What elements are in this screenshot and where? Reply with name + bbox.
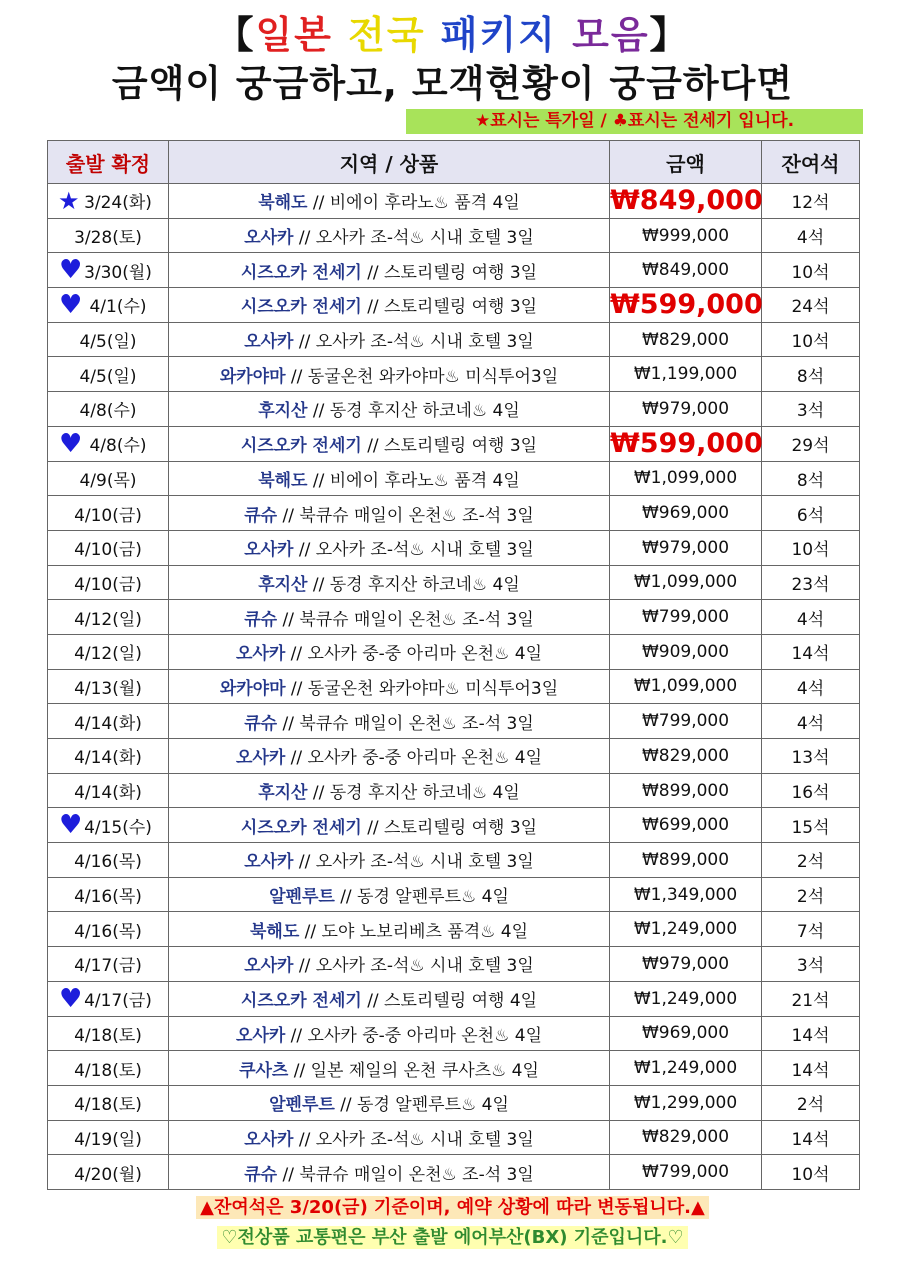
departure-date: 4/1(수) [89,297,147,318]
product-name: // 북큐슈 매일이 온천♨ 조-석 3일 [277,609,534,630]
table-row [48,184,860,219]
seats-cell: 10석 [762,1155,860,1190]
price-cell [610,1016,762,1051]
departure-cell [48,218,169,253]
special-price: ₩599,000 [610,428,763,460]
price: ₩1,099,000 [633,468,738,489]
departure-date: 4/16(목) [74,887,142,908]
table-row [48,808,860,843]
region-name: 오사카 [236,748,286,769]
departure-date: 4/16(목) [74,852,142,873]
departure-cell [48,530,169,565]
special-price: ₩599,000 [610,289,763,321]
table-row [48,1016,860,1051]
region-name: 오사카 [244,852,294,873]
product-cell [169,392,610,427]
table-row [48,947,860,982]
price-cell [610,843,762,878]
seats-cell: 14석 [762,1120,860,1155]
price: ₩1,249,000 [633,988,738,1009]
departure-date: 4/14(화) [74,783,142,804]
seats-cell: 24석 [762,288,860,323]
product-cell [169,357,610,392]
price: ₩1,349,000 [633,884,738,905]
product-name: // 스토리텔링 여행 4일 [361,991,538,1012]
departure-date: 4/14(화) [74,748,142,769]
departure-cell [48,739,169,774]
departure-date: 4/8(수) [79,401,137,422]
departure-date: 4/10(금) [74,540,142,561]
table-row [48,565,860,600]
seats-cell: 10석 [762,322,860,357]
price-cell [610,669,762,704]
product-cell [169,600,610,635]
heart-icon: ♥ [59,428,83,459]
product-name: // 도야 노보리베츠 품격♨ 4일 [299,921,529,942]
price-cell [610,877,762,912]
region-name: 북해도 [249,921,300,942]
product-cell [169,253,610,288]
title-word-3: 패키지 [440,13,557,57]
table-row [48,704,860,739]
product-cell [169,843,610,878]
table-row [48,253,860,288]
price: ₩979,000 [641,398,730,419]
table-row [48,288,860,323]
price-cell [610,461,762,496]
product-name: // 오사카 조-석♨ 시내 호텔 3일 [293,540,534,561]
region-name: 오사카 [244,1129,294,1150]
region-name: 큐슈 [244,1164,278,1185]
price-cell [610,981,762,1016]
seats-cell: 13석 [762,739,860,774]
departure-date: 4/5(일) [79,366,137,387]
price-cell [610,565,762,600]
heart-icon: ♥ [59,983,83,1014]
price: ₩1,249,000 [633,919,738,940]
header-departure: 출발 확정 [48,141,169,184]
departure-date: 4/14(화) [74,713,142,734]
price-cell [610,288,762,323]
price: ₩829,000 [641,329,730,350]
seats-cell: 8석 [762,461,860,496]
price-cell [610,1120,762,1155]
region-name: 북해도 [258,470,308,491]
price: ₩699,000 [641,815,730,836]
price: ₩979,000 [641,953,730,974]
product-name: // 오사카 조-석♨ 시내 호텔 3일 [293,852,534,873]
region-name: 와카야마 [219,678,286,699]
price: ₩1,299,000 [633,1092,738,1113]
price: ₩799,000 [641,1162,730,1183]
departure-date: 4/12(일) [74,609,142,630]
departure-cell [48,288,169,323]
product-cell [169,704,610,739]
seats-cell: 10석 [762,530,860,565]
seats-cell: 4석 [762,218,860,253]
product-name: // 오사카 조-석♨ 시내 호텔 3일 [293,1129,534,1150]
price-cell [610,739,762,774]
price-cell [610,808,762,843]
table-row [48,1051,860,1086]
seats-cell: 15석 [762,808,860,843]
heart-icon: ♥ [59,289,83,320]
seat-notice [0,1196,905,1220]
product-name: // 비에이 후라노♨ 품격 4일 [307,193,520,214]
region-name: 오사카 [244,540,294,561]
title-word-2: 전국 [348,13,426,57]
product-name: // 오사카 중-중 아리마 온천♨ 4일 [285,644,542,665]
seats-cell: 4석 [762,600,860,635]
product-name: // 동경 후지산 하코네♨ 4일 [307,783,520,804]
departure-cell [48,184,169,219]
seats-cell: 4석 [762,704,860,739]
region-name: 후지산 [258,783,308,804]
departure-date: 3/30(월) [84,262,152,283]
product-name: // 동경 알펜루트♨ 4일 [334,887,509,908]
product-name: // 스토리텔링 여행 3일 [361,297,538,318]
price-cell [610,912,762,947]
price-cell [610,773,762,808]
price-cell [610,1085,762,1120]
price-cell [610,1051,762,1086]
price: ₩799,000 [641,711,730,732]
table-row [48,773,860,808]
product-cell [169,218,610,253]
departure-date: 4/10(금) [74,505,142,526]
departure-cell [48,947,169,982]
product-cell [169,981,610,1016]
price-cell [610,357,762,392]
product-cell [169,1016,610,1051]
departure-cell [48,1120,169,1155]
seats-cell: 23석 [762,565,860,600]
product-cell [169,496,610,531]
product-name: // 비에이 후라노♨ 품격 4일 [307,470,520,491]
header-price: 금액 [610,141,762,184]
seats-cell: 12석 [762,184,860,219]
departure-cell [48,704,169,739]
price: ₩909,000 [641,641,730,662]
header-product: 지역 / 상품 [169,141,610,184]
product-cell [169,184,610,219]
price-cell [610,496,762,531]
seats-cell: 16석 [762,773,860,808]
price-cell [610,634,762,669]
product-name: // 오사카 중-중 아리마 온천♨ 4일 [285,1025,542,1046]
departure-cell [48,1016,169,1051]
page-title [0,12,905,58]
table-body [48,184,860,1190]
price: ₩1,199,000 [633,364,738,385]
region-name: 오사카 [244,332,294,353]
table-row [48,843,860,878]
product-cell [169,947,610,982]
region-name: 오사카 [244,956,294,977]
region-name: 큐슈 [244,713,278,734]
product-cell [169,426,610,461]
price: ₩999,000 [641,225,730,246]
departure-date: 4/18(토) [74,1095,142,1116]
title-open-bracket: 【 [215,13,256,57]
transport-notice [0,1226,905,1250]
price: ₩969,000 [641,1023,730,1044]
product-cell [169,461,610,496]
price: ₩849,000 [641,260,730,281]
product-cell [169,773,610,808]
table-row [48,600,860,635]
departure-cell [48,877,169,912]
seats-cell: 21석 [762,981,860,1016]
region-name: 시즈오카 전세기 [240,991,362,1012]
departure-cell [48,461,169,496]
table-row [48,981,860,1016]
departure-date: 4/18(토) [74,1025,142,1046]
heart-icon: ♥ [59,810,83,841]
seats-cell: 6석 [762,496,860,531]
seats-cell: 14석 [762,634,860,669]
departure-cell [48,426,169,461]
departure-date: 4/16(목) [74,921,142,942]
departure-cell [48,773,169,808]
departure-date: 4/18(토) [74,1060,142,1081]
table-row [48,530,860,565]
product-cell [169,669,610,704]
product-cell [169,1120,610,1155]
departure-cell [48,808,169,843]
product-name: // 동경 후지산 하코네♨ 4일 [307,401,520,422]
departure-cell [48,669,169,704]
price-cell [610,184,762,219]
departure-date: 4/10(금) [74,574,142,595]
departure-cell [48,843,169,878]
price: ₩829,000 [641,745,730,766]
star-icon: ★ [58,186,80,215]
header-seats: 잔여석 [762,141,860,184]
product-name: // 오사카 중-중 아리마 온천♨ 4일 [285,748,542,769]
product-name: // 북큐슈 매일이 온천♨ 조-석 3일 [277,713,534,734]
table-row [48,739,860,774]
title-word-1: 일본 [255,13,333,57]
product-name: // 일본 제일의 온천 쿠사츠♨ 4일 [288,1060,539,1081]
product-name: // 스토리텔링 여행 3일 [361,262,538,283]
product-name: // 동굴온천 와카야마♨ 미식투어3일 [285,678,559,699]
seats-cell: 3석 [762,392,860,427]
product-cell [169,1155,610,1190]
table-row [48,669,860,704]
special-price: ₩849,000 [610,185,763,217]
price: ₩1,099,000 [633,676,738,697]
seats-cell: 10석 [762,253,860,288]
price: ₩899,000 [641,780,730,801]
price: ₩799,000 [641,607,730,628]
departure-date: 4/9(목) [79,470,137,491]
table-row [48,426,860,461]
region-name: 오사카 [244,228,294,249]
price-cell [610,322,762,357]
table-row [48,1085,860,1120]
departure-cell [48,392,169,427]
product-cell [169,808,610,843]
departure-cell [48,322,169,357]
region-name: 오사카 [236,1025,286,1046]
product-cell [169,912,610,947]
departure-date: 4/19(일) [74,1129,142,1150]
title-close-bracket: 】 [649,13,690,57]
departure-date: 4/13(월) [74,678,142,699]
table-row [48,357,860,392]
departure-date: 4/8(수) [89,436,147,457]
price-cell [610,704,762,739]
product-cell [169,877,610,912]
seats-cell: 14석 [762,1051,860,1086]
seats-cell: 2석 [762,843,860,878]
departure-cell [48,1051,169,1086]
region-name: 시즈오카 전세기 [240,436,362,457]
departure-date: 4/15(수) [84,817,152,838]
departure-cell [48,357,169,392]
product-name: // 스토리텔링 여행 3일 [361,817,538,838]
region-name: 알펜루트 [269,1095,335,1116]
product-cell [169,565,610,600]
price-cell [610,600,762,635]
price-cell [610,253,762,288]
region-name: 알펜루트 [269,887,335,908]
table-row [48,322,860,357]
seats-cell: 2석 [762,877,860,912]
region-name: 큐슈 [244,505,278,526]
price: ₩1,249,000 [633,1058,738,1079]
departure-cell [48,496,169,531]
price: ₩969,000 [641,503,730,524]
departure-cell [48,253,169,288]
table-row [48,1120,860,1155]
price-cell [610,392,762,427]
departure-date: 3/24(화) [84,193,152,214]
seats-cell: 14석 [762,1016,860,1051]
seats-cell: 8석 [762,357,860,392]
region-name: 시즈오카 전세기 [240,817,362,838]
table-row [48,461,860,496]
region-name: 와카야마 [219,366,286,387]
departure-date: 4/17(금) [74,956,142,977]
seats-cell: 2석 [762,1085,860,1120]
departure-cell [48,634,169,669]
page-subtitle: 금액이 궁금하고, 모객현황이 궁금하다면 [111,62,794,105]
product-name: // 북큐슈 매일이 온천♨ 조-석 3일 [277,1164,534,1185]
region-name: 오사카 [236,644,286,665]
product-cell [169,288,610,323]
product-name: // 동경 알펜루트♨ 4일 [334,1095,509,1116]
product-name: // 동경 후지산 하코네♨ 4일 [307,574,520,595]
package-table [47,140,860,1190]
product-cell [169,322,610,357]
price-cell [610,218,762,253]
price: ₩1,099,000 [633,572,738,593]
departure-cell [48,565,169,600]
departure-date: 4/12(일) [74,644,142,665]
region-name: 쿠사츠 [239,1060,289,1081]
table-row [48,1155,860,1190]
region-name: 후지산 [258,401,308,422]
product-cell [169,739,610,774]
region-name: 후지산 [258,574,308,595]
departure-cell [48,981,169,1016]
price-cell [610,947,762,982]
product-cell [169,1085,610,1120]
seats-cell: 7석 [762,912,860,947]
product-name: // 오사카 조-석♨ 시내 호텔 3일 [293,228,534,249]
region-name: 북해도 [258,193,308,214]
product-name: // 오사카 조-석♨ 시내 호텔 3일 [293,332,534,353]
departure-cell [48,1155,169,1190]
departure-date: 4/17(금) [84,991,152,1012]
product-name: // 북큐슈 매일이 온천♨ 조-석 3일 [277,505,534,526]
product-name: // 스토리텔링 여행 3일 [361,436,538,457]
seats-cell: 4석 [762,669,860,704]
price-cell [610,426,762,461]
price: ₩979,000 [641,537,730,558]
price-cell [610,1155,762,1190]
departure-date: 4/20(월) [74,1164,142,1185]
seats-cell: 3석 [762,947,860,982]
title-word-4: 모음 [572,13,650,57]
table-row [48,912,860,947]
table-row [48,634,860,669]
table-row [48,496,860,531]
product-cell [169,634,610,669]
seats-cell: 29석 [762,426,860,461]
region-name: 시즈오카 전세기 [240,262,362,283]
table-row [48,877,860,912]
product-cell [169,530,610,565]
departure-cell [48,1085,169,1120]
legend-notice: ★표시는 특가일 / ♣표시는 전세기 입니다. [406,109,863,134]
product-name: // 오사카 조-석♨ 시내 호텔 3일 [293,956,534,977]
seat-notice-text: ▲잔여석은 3/20(금) 기준이며, 예약 상황에 따라 변동됩니다.▲ [196,1196,709,1219]
price: ₩829,000 [641,1127,730,1148]
region-name: 시즈오카 전세기 [240,297,362,318]
departure-date: 4/5(일) [79,332,137,353]
table-header-row [48,141,860,184]
region-name: 큐슈 [244,609,278,630]
departure-cell [48,600,169,635]
price-cell [610,530,762,565]
product-cell [169,1051,610,1086]
product-name: // 동굴온천 와카야마♨ 미식투어3일 [285,366,559,387]
heart-icon: ♥ [59,255,83,286]
table-row [48,392,860,427]
transport-notice-text: ♡전상품 교통편은 부산 출발 에어부산(BX) 기준입니다.♡ [217,1226,687,1249]
departure-cell [48,912,169,947]
price: ₩899,000 [641,849,730,870]
table-row [48,218,860,253]
departure-date: 3/28(토) [74,228,142,249]
